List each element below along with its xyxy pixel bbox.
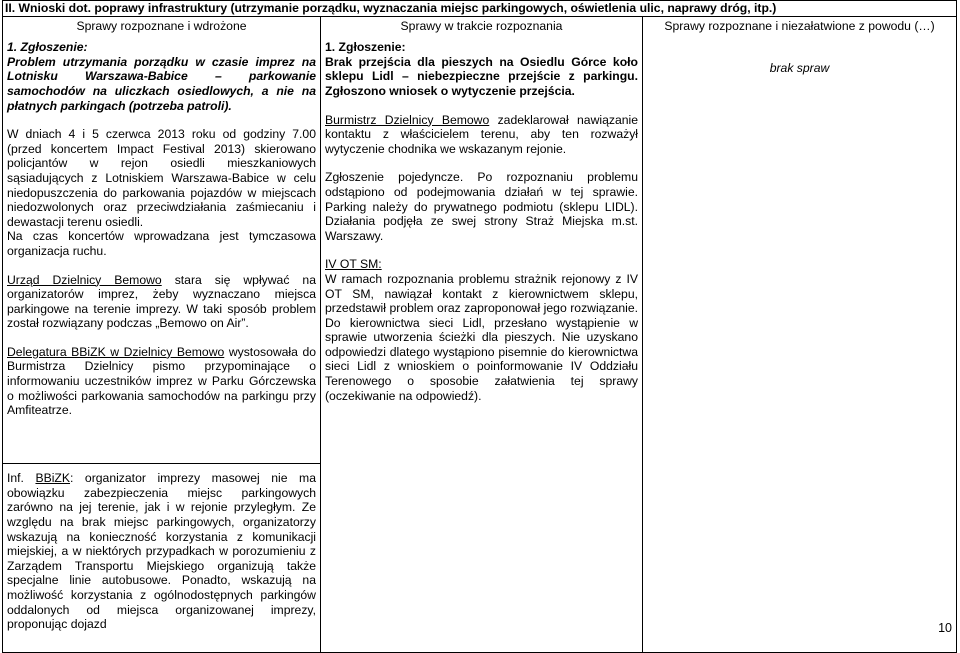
col1-paragraph-district-office bbox=[7, 273, 316, 331]
col1-district-office-name: Urząd Dzielnicy Bemowo bbox=[7, 272, 162, 287]
col3-no-cases: brak spraw bbox=[769, 61, 830, 76]
column-unresolved-content bbox=[643, 33, 957, 653]
column-header-unresolved: Sprawy rozpoznane i niezałatwione z powodu (…) bbox=[643, 16, 957, 33]
page-number: 10 bbox=[938, 621, 952, 635]
col1-paragraph-traffic: Na czas koncertów wprowadzana jest tymczasowa organizacja ruchu. bbox=[7, 229, 316, 258]
col1-delegation-name: Delegatura BBiZK w Dzielnicy Bemowo bbox=[7, 344, 225, 359]
col1-delegation-text: wystosowała do Burmistrza Dzielnicy pismo przypominające o informowaniu uczestników imprez w Parku Górczewska o możliwości parkowania samochodów na parkingu przy Amfiteatrze. bbox=[7, 344, 316, 418]
section-title: II. Wnioski dot. poprawy infrastruktury (utrzymanie porządku, wyznaczania miejsc parkingowych, oświetlenia ulic, naprawy dróg, itp.) bbox=[3, 1, 957, 17]
col1-paragraph-police: W dniach 4 i 5 czerwca 2013 roku od godziny 7.00 (przed koncertem Impact Festival 2013) skierowano policjantów w rejon osiedli mieszkaniowych sąsiadujących z Lotniskiem Warszawa-Babice w celu niedopuszczenia do parkowania pojazdów w miejscach niedozwolonych oraz przeciwdziałania zaśmiecaniu i dewastacji terenu osiedli. bbox=[7, 127, 316, 229]
col2-paragraph-mayor bbox=[325, 113, 638, 157]
col1-item-problem: Problem utrzymania porządku w czasie imprez na Lotnisku Warszawa-Babice – parkowanie samochodów na uliczkach osiedlowych, a nie na płatnych parkingach (potrzeba patroli). bbox=[7, 54, 316, 113]
col1-item-number: 1. Zgłoszenie: bbox=[7, 40, 88, 55]
col1-info-text: : organizator imprezy masowej nie ma obowiązku zabezpieczenia miejsc parkingowych zarówno na jej terenie, jak i w rejonie przyległym. Ze względu na brak miejsc parkingowych, organizatorzy wskazują na konieczność korzystania z komunikacji miejskiej, a w niektórych przypadkach w porozumieniu z Zarządem Transportu Miejskiego organizują także specjalne linie autobusowe. Ponadto, wskazują na możliwość korzystania z ogólnodostępnych parkingów oddalonych od miejsca organizowanej imprezy, proponując dojazd bbox=[7, 471, 316, 632]
column-header-in-progress: Sprawy w trakcie rozpoznania bbox=[321, 16, 643, 33]
col1-info-paragraph bbox=[7, 471, 316, 632]
col2-sm-heading: IV OT SM: bbox=[325, 257, 382, 272]
report-table bbox=[2, 0, 957, 653]
col1-info-prefix: Inf. bbox=[7, 471, 36, 486]
col1-paragraph-delegation bbox=[7, 345, 316, 418]
column-in-progress-content bbox=[321, 33, 643, 653]
col2-paragraph-sm: W ramach rozpoznania problemu strażnik rejonowy z IV OT SM, nawiązał kontakt z kierownictwem sklepu, przedstawił problem oraz zaproponował jego rozwiązanie. Do kierownictwa sieci Lidl, przesłano wystąpienie w sprawie utworzenia ścieżki dla pieszych. Nie uzyskano odpowiedzi dlatego wystąpiono pisemnie do kierownictwa sieci Lidl z wnioskiem o poinformowanie IV Oddziału Terenowego o sposobie załatwienia tej sprawy (oczekiwanie na odpowiedź). bbox=[325, 271, 638, 403]
column-implemented-content bbox=[3, 33, 321, 464]
col2-mayor-name: Burmistrz Dzielnicy Bemowo bbox=[325, 112, 490, 127]
col2-paragraph-report: Zgłoszenie pojedyncze. Po rozpoznaniu problemu odstąpiono od podejmowania działań w tej sprawie. Parking należy do prywatnego podmiotu (sklepu LIDL). Działania podjęła ze swej strony Straż Miejska m.st. Warszawy. bbox=[325, 170, 638, 243]
col1-info-org: BBiZK bbox=[35, 471, 71, 486]
col2-item-problem: Brak przejścia dla pieszych na Osiedlu Górce koło sklepu Lidl – niebezpieczne przejście z parkingu. Zgłoszono wniosek o wytyczenie przejścia. bbox=[325, 54, 638, 98]
column-header-implemented: Sprawy rozpoznane i wdrożone bbox=[3, 16, 321, 33]
col1-district-office-text: stara się wpływać na organizatorów imprez, żeby wyznaczano miejsca parkingowe na terenie imprezy. W taki sposób problem został rozwiązany podczas „Bemowo on Air”. bbox=[7, 272, 316, 331]
col2-mayor-text: zadeklarował nawiązanie kontaktu z właścicielem terenu, aby ten rozważył wytyczenie chodnika we wskazanym rejonie. bbox=[325, 112, 638, 156]
column-implemented-info bbox=[3, 464, 321, 653]
col2-item-number: 1. Zgłoszenie: bbox=[325, 40, 406, 55]
